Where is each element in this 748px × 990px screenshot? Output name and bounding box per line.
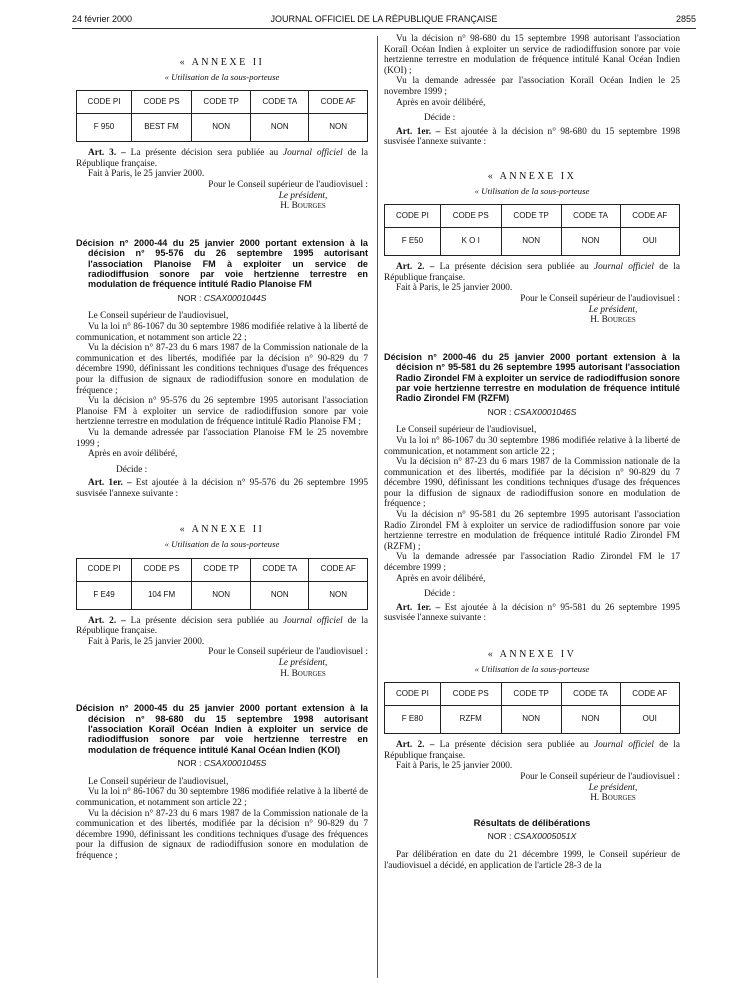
signature-name: H. Bourges <box>280 201 326 212</box>
header-rule <box>72 28 696 29</box>
codes-table <box>76 558 368 610</box>
table-cell: OUI <box>620 706 679 734</box>
table-cell: NON <box>561 228 620 256</box>
president-label: Le président, <box>278 658 328 669</box>
table-cell: NON <box>192 581 251 609</box>
paragraph: Le Conseil supérieur de l'audiovisuel, <box>88 776 229 787</box>
article-paragraph: Art. 1er. – Est ajoutée à la décision n° 95-581 du 26 septembre 1995 susvisée l'annexe suivante : <box>384 602 680 624</box>
table-cell: NON <box>501 228 561 256</box>
article-paragraph: Art. 1er. – Est ajoutée à la décision n° 98-680 du 15 septembre 1998 susvisée l'annexe suivante : <box>384 126 680 148</box>
article-paragraph: Art. 3. – La présente décision sera publiée au Journal officiel de la République française. <box>76 148 368 169</box>
table-header-cell: CODE PI <box>385 683 441 706</box>
decision-title: Décision n° 2000-45 du 25 janvier 2000 portant extension à la décision n° 98-680 du 15 septembre 1998 autorisant l'association Koraïl Océan Indien à exploiter un service de radiodiffusion sonore par voie hertzienne terrestre en modulation de fréquence intitulé Kanal Océan Indien (KOI) <box>76 703 368 755</box>
paragraph: Vu la décision n° 98-680 du 15 septembre 1998 autorisant l'association Koraïl Océan Indien à exploiter un service de radiodiffusion sonore par voie hertzienne terrestre en modulation de fréquence intitulé Kanal Océan Indien (KOI) ; <box>384 34 680 76</box>
decision-title: Décision n° 2000-46 du 25 janvier 2000 portant extension à la décision n° 95-581 du 26 septembre 1995 autorisant l'association Radio Zirondel FM à exploiter un service de radiodiffusion sonore par voie hertzienne terrestre en modulation de fréquence intitulé Radio Zirondel FM (RZFM) <box>384 351 680 404</box>
nor-reference: NOR : CSAX0001045S <box>177 758 267 769</box>
header-journal-title: JOURNAL OFFICIEL DE LA RÉPUBLIQUE FRANÇAISE <box>270 14 498 24</box>
left-column <box>76 34 368 862</box>
annex-subtitle: « Utilisation de la sous-porteuse <box>474 663 590 674</box>
article-paragraph: Art. 2. – La présente décision sera publiée au Journal officiel de la République française. <box>76 615 368 637</box>
annex-title: « ANNEXE IV <box>487 649 577 660</box>
annex-subtitle: « Utilisation de la sous-porteuse <box>474 185 590 196</box>
table-header-cell: CODE PS <box>440 205 501 228</box>
nor-reference: NOR : CSAX0001044S <box>177 292 267 303</box>
paragraph: Vu la décision n° 87-23 du 6 mars 1987 de la Commission nationale de la communication et des libertés, modifiée par la décision n° 90-829 du 7 décembre 1990, définissant les conditions techniques d'usage des fréquences pour la diffusion de signaux de radiodiffusion sonore en modulation de fréquence ; <box>384 457 680 510</box>
table-header-cell: CODE AF <box>309 558 368 581</box>
paragraph: Vu la décision n° 95-576 du 26 septembre 1995 autorisant l'association Planoise FM à exploiter un service de radiodiffusion sonore par voie hertzienne terrestre en modulation de fréquence intitulé Radio Planoise FM ; <box>76 396 368 428</box>
table-header-cell: CODE PS <box>132 91 192 114</box>
table-cell: BEST FM <box>132 114 192 142</box>
table-cell: F E50 <box>385 228 441 256</box>
signature-name: H. Bourges <box>590 315 636 326</box>
table-cell: NON <box>251 114 309 142</box>
table-header-cell: CODE TP <box>501 205 561 228</box>
table-header-cell: CODE TA <box>251 558 309 581</box>
president-label: Le président, <box>588 782 638 793</box>
paragraph: Vu la demande adressée par l'association Koraïl Océan Indien le 25 novembre 1999 ; <box>384 76 680 97</box>
table-cell: NON <box>501 706 561 734</box>
annex-subtitle: « Utilisation de la sous-porteuse <box>164 71 280 82</box>
table-header-cell: CODE PS <box>132 558 192 581</box>
table-cell: F E49 <box>77 581 132 609</box>
signature-line: Pour le Conseil supérieur de l'audiovisuel : <box>520 293 680 304</box>
article-paragraph: Art. 1er. – Est ajoutée à la décision n° 95-576 du 26 septembre 1995 susvisée l'annexe suivante : <box>76 478 368 499</box>
table-header-cell: CODE TA <box>561 205 620 228</box>
fait-line: Fait à Paris, le 25 janvier 2000. <box>396 283 513 294</box>
paragraph: Vu la demande adressée par l'association Planoise FM le 25 novembre 1999 ; <box>76 427 368 449</box>
president-label: Le président, <box>278 190 328 201</box>
paragraph: Vu la loi n° 86-1067 du 30 septembre 1986 modifiée relative à la liberté de communication, et notamment son article 22 ; <box>76 787 368 809</box>
paragraph: Vu la loi n° 86-1067 du 30 septembre 1986 modifiée relative à la liberté de communication, et notamment son article 22 ; <box>76 321 368 343</box>
fait-line: Fait à Paris, le 25 janvier 2000. <box>88 636 205 647</box>
article-paragraph: Art. 2. – La présente décision sera publiée au Journal officiel de la République française. <box>384 262 681 283</box>
article-paragraph: Art. 2. – La présente décision sera publiée au Journal officiel de la République française. <box>384 740 681 761</box>
paragraph: Le Conseil supérieur de l'audiovisuel, <box>396 425 537 436</box>
table-header-cell: CODE TP <box>501 683 561 706</box>
signature-line: Pour le Conseil supérieur de l'audiovisuel : <box>520 771 680 782</box>
table-header-cell: CODE TA <box>251 91 309 114</box>
column-divider <box>377 36 378 978</box>
paragraph: Vu la demande adressée par l'association Radio Zirondel FM le 17 décembre 1999 ; <box>384 552 680 574</box>
signature-name: H. Bourges <box>590 793 636 804</box>
decide-label: Décide : <box>116 464 148 475</box>
right-column <box>384 34 680 871</box>
paragraph: Vu la décision n° 95-581 du 26 septembre 1995 autorisant l'association Radio Zirondel FM à exploiter un service de radiodiffusion sonore par voie hertzienne terrestre en modulation de fréquence intitulé Radio Zirondel FM (RZFM) ; <box>384 510 680 552</box>
table-header-cell: CODE AF <box>309 91 368 114</box>
table-cell: NON <box>309 581 368 609</box>
table-cell: NON <box>251 581 309 609</box>
table-cell: RZFM <box>440 706 501 734</box>
paragraph: Vu la décision n° 87-23 du 6 mars 1987 de la Commission nationale de la communication et des libertés, modifiée par la décision n° 90-829 du 7 décembre 1990, définissant les conditions techniques d'usage des fréquences pour la diffusion de signaux de radiodiffusion sonore en modulation de fréquence ; <box>76 808 368 861</box>
codes-table <box>384 204 680 256</box>
table-cell: NON <box>561 706 620 734</box>
table-header-cell: CODE PS <box>440 683 501 706</box>
paragraph: Vu la décision n° 87-23 du 6 mars 1987 de la Commission nationale de la communication et des libertés, modifiée par la décision n° 90-829 du 7 décembre 1990, définissant les conditions techniques d'usage des fréquences pour la diffusion de signaux de radiodiffusion sonore en modulation de fréquence ; <box>76 343 368 396</box>
president-label: Le président, <box>588 304 638 315</box>
table-header-cell: CODE TA <box>561 683 620 706</box>
header-page-number: 2855 <box>675 14 696 24</box>
results-title: Résultats de délibérations <box>473 816 591 828</box>
table-header-cell: CODE PI <box>77 558 132 581</box>
fait-line: Fait à Paris, le 25 janvier 2000. <box>88 169 205 180</box>
annex-subtitle: « Utilisation de la sous-porteuse <box>164 539 280 550</box>
fait-line: Fait à Paris, le 25 janvier 2000. <box>396 761 513 772</box>
table-header-cell: CODE PI <box>385 205 441 228</box>
nor-reference: NOR : CSAX0001046S <box>487 406 577 417</box>
header-date: 24 février 2000 <box>72 14 133 24</box>
paragraph: Après en avoir délibéré, <box>88 449 178 460</box>
annex-title: « ANNEXE II <box>179 524 265 536</box>
decide-label: Décide : <box>424 113 456 124</box>
decide-label: Décide : <box>424 589 456 600</box>
decision-title: Décision n° 2000-44 du 25 janvier 2000 portant extension à la décision n° 95-576 du 26 septembre 1995 autorisant l'association Planoise FM à exploiter un service de radiodiffusion sonore par voie hertzienne terrestre en modulation de fréquence intitulé Radio Planoise FM <box>76 237 368 290</box>
table-cell: F E80 <box>385 706 441 734</box>
paragraph: Après en avoir délibéré, <box>396 97 486 108</box>
codes-table <box>384 682 680 734</box>
nor-reference: NOR : CSAX0005051X <box>487 831 577 842</box>
table-header-cell: CODE TP <box>192 558 251 581</box>
signature-line: Pour le Conseil supérieur de l'audiovisuel : <box>208 647 368 658</box>
table-cell: NON <box>192 114 251 142</box>
table-cell: NON <box>309 114 368 142</box>
table-cell: 104 FM <box>132 581 192 609</box>
table-cell: OUI <box>620 228 679 256</box>
table-header-cell: CODE AF <box>620 205 679 228</box>
paragraph: Vu la loi n° 86-1067 du 30 septembre 1986 modifiée relative à la liberté de communication, et notamment son article 22 ; <box>384 435 680 457</box>
signature-line: Pour le Conseil supérieur de l'audiovisuel : <box>208 179 368 190</box>
annex-title: « ANNEXE IX <box>487 170 577 182</box>
paragraph: Le Conseil supérieur de l'audiovisuel, <box>88 311 229 322</box>
table-header-cell: CODE TP <box>192 91 251 114</box>
table-header-cell: CODE PI <box>77 91 132 114</box>
paragraph: Après en avoir délibéré, <box>396 573 486 584</box>
annex-title: « ANNEXE II <box>179 57 265 68</box>
table-header-cell: CODE AF <box>620 683 679 706</box>
table-cell: F 950 <box>77 114 132 142</box>
codes-table <box>76 90 368 142</box>
paragraph: Par délibération en date du 21 décembre 1999, le Conseil supérieur de l'audiovisuel a décidé, en application de l'article 28-3 de la <box>384 849 680 871</box>
signature-name: H. Bourges <box>280 668 326 679</box>
table-cell: K O I <box>440 228 501 256</box>
